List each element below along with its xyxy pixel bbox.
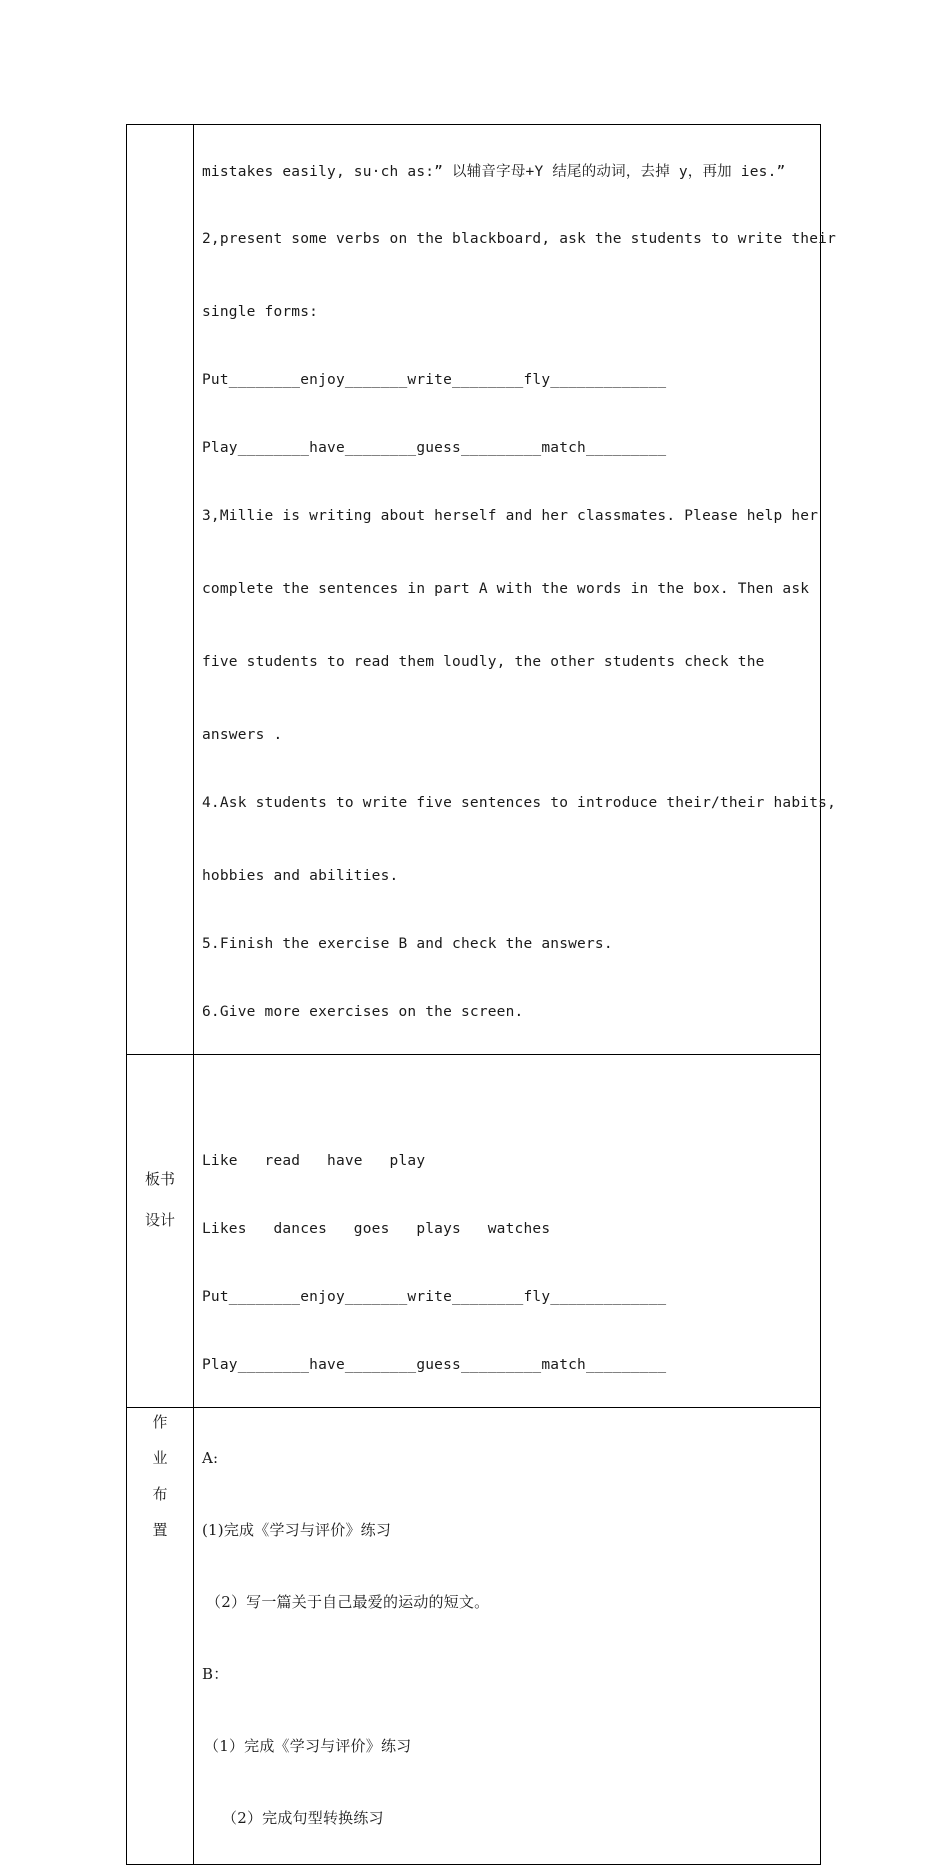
procedure-row: [127, 125, 821, 1055]
procedure-label-cell: [127, 125, 194, 1055]
blackboard-content-cell: [194, 1055, 821, 1408]
procedure-line-13: 6.Give more exercises on the screen.: [202, 1004, 524, 1020]
homework-line-2: (1)完成《学习与评价》练习: [202, 1521, 392, 1539]
procedure-line-7: complete the sentences in part A with the words in the box. Then ask: [202, 581, 810, 597]
procedure-line-5: Play________have________guess_________match_________: [202, 440, 667, 456]
procedure-line-6: 3,Millie is writing about herself and her classmates. Please help her: [202, 508, 819, 524]
homework-row: [127, 1408, 821, 1865]
blackboard-line-3: Put________enjoy_______write________fly_____________: [202, 1289, 667, 1305]
procedure-line-2: 2,present some verbs on the blackboard, ask the students to write their: [202, 231, 837, 247]
blackboard-line-1: Like read have play: [202, 1153, 426, 1169]
homework-label-char-1: 作: [152, 1413, 168, 1431]
homework-label-char-2: 业: [152, 1449, 168, 1467]
procedure-content-cell: [194, 125, 837, 1055]
blackboard-label-line-2: 设计: [144, 1211, 175, 1229]
procedure-line-3: single forms:: [202, 304, 319, 320]
lesson-plan-table: [126, 124, 837, 1865]
homework-content-cell: [194, 1408, 821, 1865]
homework-line-3: （2）写一篇关于自己最爱的运动的短文。: [206, 1593, 490, 1611]
homework-line-4: B：: [202, 1665, 229, 1683]
procedure-line-12: 5.Finish the exercise B and check the answers.: [202, 936, 613, 952]
procedure-line-1: mistakes easily, su·ch as:” 以辅音字母+Y 结尾的动词，去掉 y，再加 ies.”: [202, 164, 786, 180]
blackboard-line-4: Play________have________guess_________match_________: [202, 1357, 667, 1373]
procedure-line-8: five students to read them loudly, the other students check the: [202, 654, 765, 670]
homework-label-char-3: 布: [152, 1485, 168, 1503]
procedure-line-4: Put________enjoy_______write________fly_____________: [202, 372, 667, 388]
blackboard-line-2: Likes dances goes plays watches: [202, 1221, 551, 1237]
blackboard-label-line-1: 板书: [144, 1170, 175, 1188]
procedure-line-10: 4.Ask students to write five sentences to introduce their/their habits,: [202, 795, 837, 811]
blackboard-label-cell: [127, 1055, 194, 1408]
homework-line-5: （1）完成《学习与评价》练习: [204, 1737, 412, 1755]
homework-line-6: （2）完成句型转换练习: [222, 1809, 384, 1827]
homework-label-cell: [127, 1408, 194, 1865]
procedure-line-9: answers .: [202, 727, 283, 743]
procedure-line-11: hobbies and abilities.: [202, 868, 399, 884]
homework-label-char-4: 置: [152, 1521, 168, 1539]
blackboard-design-row: [127, 1055, 821, 1408]
homework-line-1: A:: [202, 1449, 219, 1467]
